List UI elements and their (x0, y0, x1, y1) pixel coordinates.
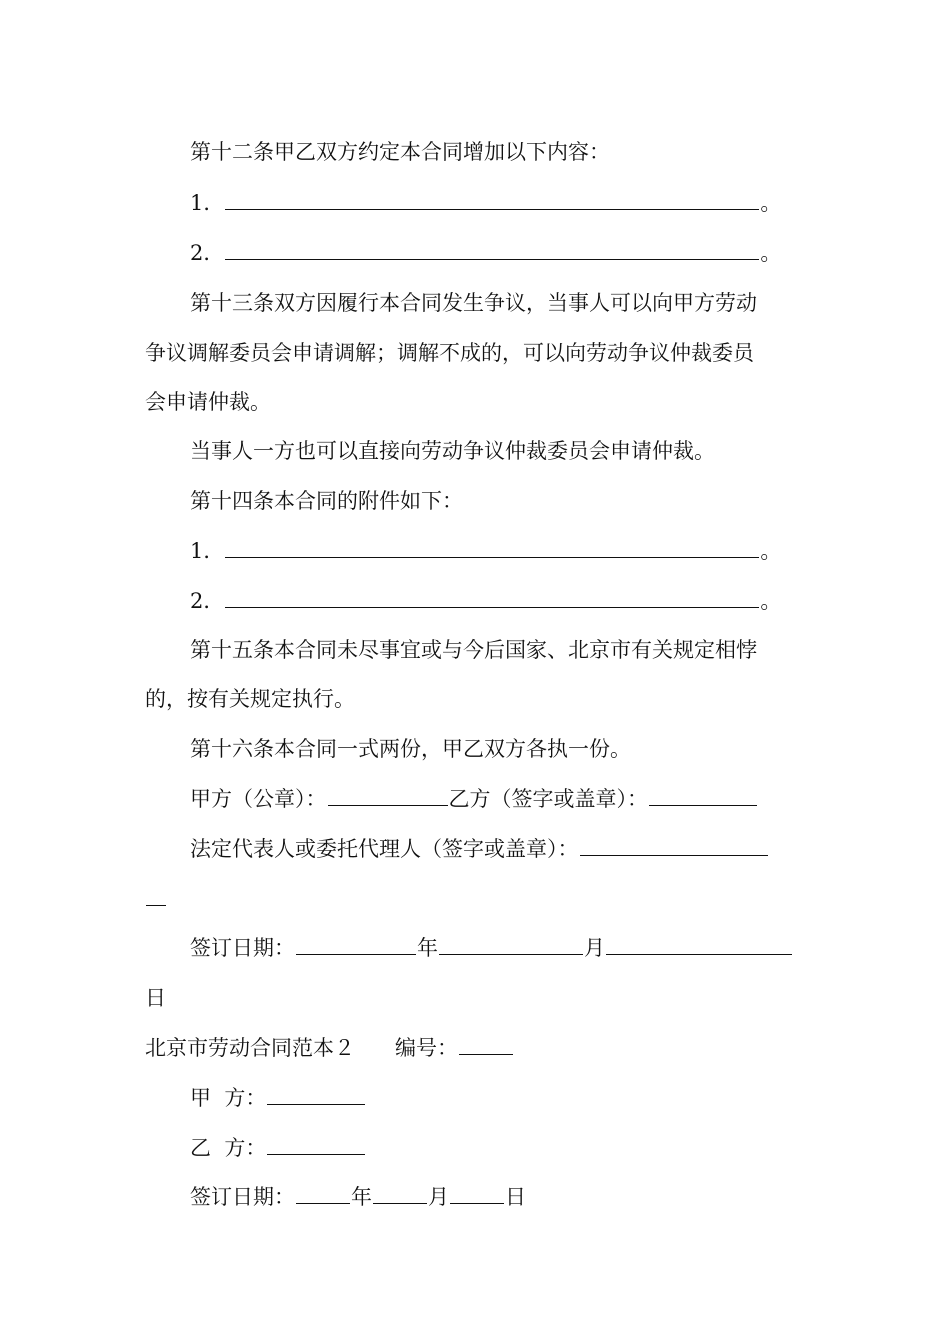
day-label: 日 (505, 1185, 526, 1209)
item-blank (225, 190, 759, 210)
article-12-title: 第十二条甲乙双方约定本合同增加以下内容： (190, 140, 610, 164)
article-12-item-1 (190, 190, 781, 216)
item-number: 2． (190, 589, 225, 613)
number-label: 编号： (395, 1036, 458, 1060)
party-a-blank (328, 786, 448, 806)
day-blank (450, 1184, 504, 1204)
date-label: 签订日期： (190, 936, 295, 960)
article-14-title: 第十四条本合同的附件如下： (190, 489, 463, 513)
sample-2-title-line (145, 1035, 514, 1061)
year-label: 年 (351, 1185, 372, 1209)
article-12-item-2 (190, 240, 781, 266)
party-b-label: 乙 方： (190, 1136, 267, 1160)
item-number: 2． (190, 241, 225, 265)
sample-2-party-a (190, 1085, 366, 1111)
end-mark: 。 (760, 539, 782, 563)
number-blank (459, 1035, 513, 1055)
month-blank (439, 935, 583, 955)
article-16-line-1: 第十六条本合同一式两份，甲乙双方各执一份。 (190, 737, 631, 761)
party-b-label: 乙方（签字或盖章）： (448, 787, 648, 811)
article-13-line-1: 第十三条双方因履行本合同发生争议，当事人可以向甲方劳动 (190, 291, 757, 315)
end-mark: 。 (760, 191, 782, 215)
party-a-label: 甲方（公章）： (190, 787, 327, 811)
year-label: 年 (417, 936, 438, 960)
article-15-line-1: 第十五条本合同未尽事宜或与今后国家、北京市有关规定相悖 (190, 638, 757, 662)
article-13-line-3: 会申请仲裁。 (145, 390, 271, 414)
party-b-blank (267, 1135, 365, 1155)
year-blank (296, 935, 416, 955)
month-blank (373, 1184, 427, 1204)
party-a-label: 甲 方： (190, 1086, 267, 1110)
blank-continuation (146, 886, 166, 906)
representative-blank (580, 836, 768, 856)
party-a-blank (267, 1085, 365, 1105)
item-blank (225, 588, 759, 608)
article-13-line-4: 当事人一方也可以直接向劳动争议仲裁委员会申请仲裁。 (190, 439, 715, 463)
sample-2-date-line (190, 1184, 526, 1210)
article-13-line-2: 争议调解委员会申请调解；调解不成的，可以向劳动争议仲裁委员 (145, 341, 754, 365)
item-blank (225, 538, 759, 558)
party-b-blank (649, 786, 757, 806)
day-blank (606, 935, 792, 955)
sample-2-party-b (190, 1135, 366, 1161)
item-blank (225, 240, 759, 260)
year-blank (296, 1184, 350, 1204)
article-14-item-1 (190, 538, 781, 564)
article-15-line-2: 的，按有关规定执行。 (145, 687, 355, 711)
date-label: 签订日期： (190, 1185, 295, 1209)
signing-date-day: 日 (145, 986, 166, 1010)
representative-blank-continued (145, 886, 167, 912)
article-14-item-2 (190, 588, 781, 614)
representative-label: 法定代表人或委托代理人（签字或盖章）： (190, 837, 579, 861)
item-number: 1． (190, 539, 225, 563)
signature-parties-line (190, 786, 758, 812)
month-label: 月 (428, 1185, 449, 1209)
representative-line (190, 836, 769, 862)
end-mark: 。 (760, 589, 782, 613)
month-label: 月 (584, 936, 605, 960)
end-mark: 。 (760, 241, 782, 265)
signing-date-line (190, 935, 793, 961)
sample-2-title: 北京市劳动合同范本２ (145, 1036, 355, 1060)
item-number: 1． (190, 191, 225, 215)
